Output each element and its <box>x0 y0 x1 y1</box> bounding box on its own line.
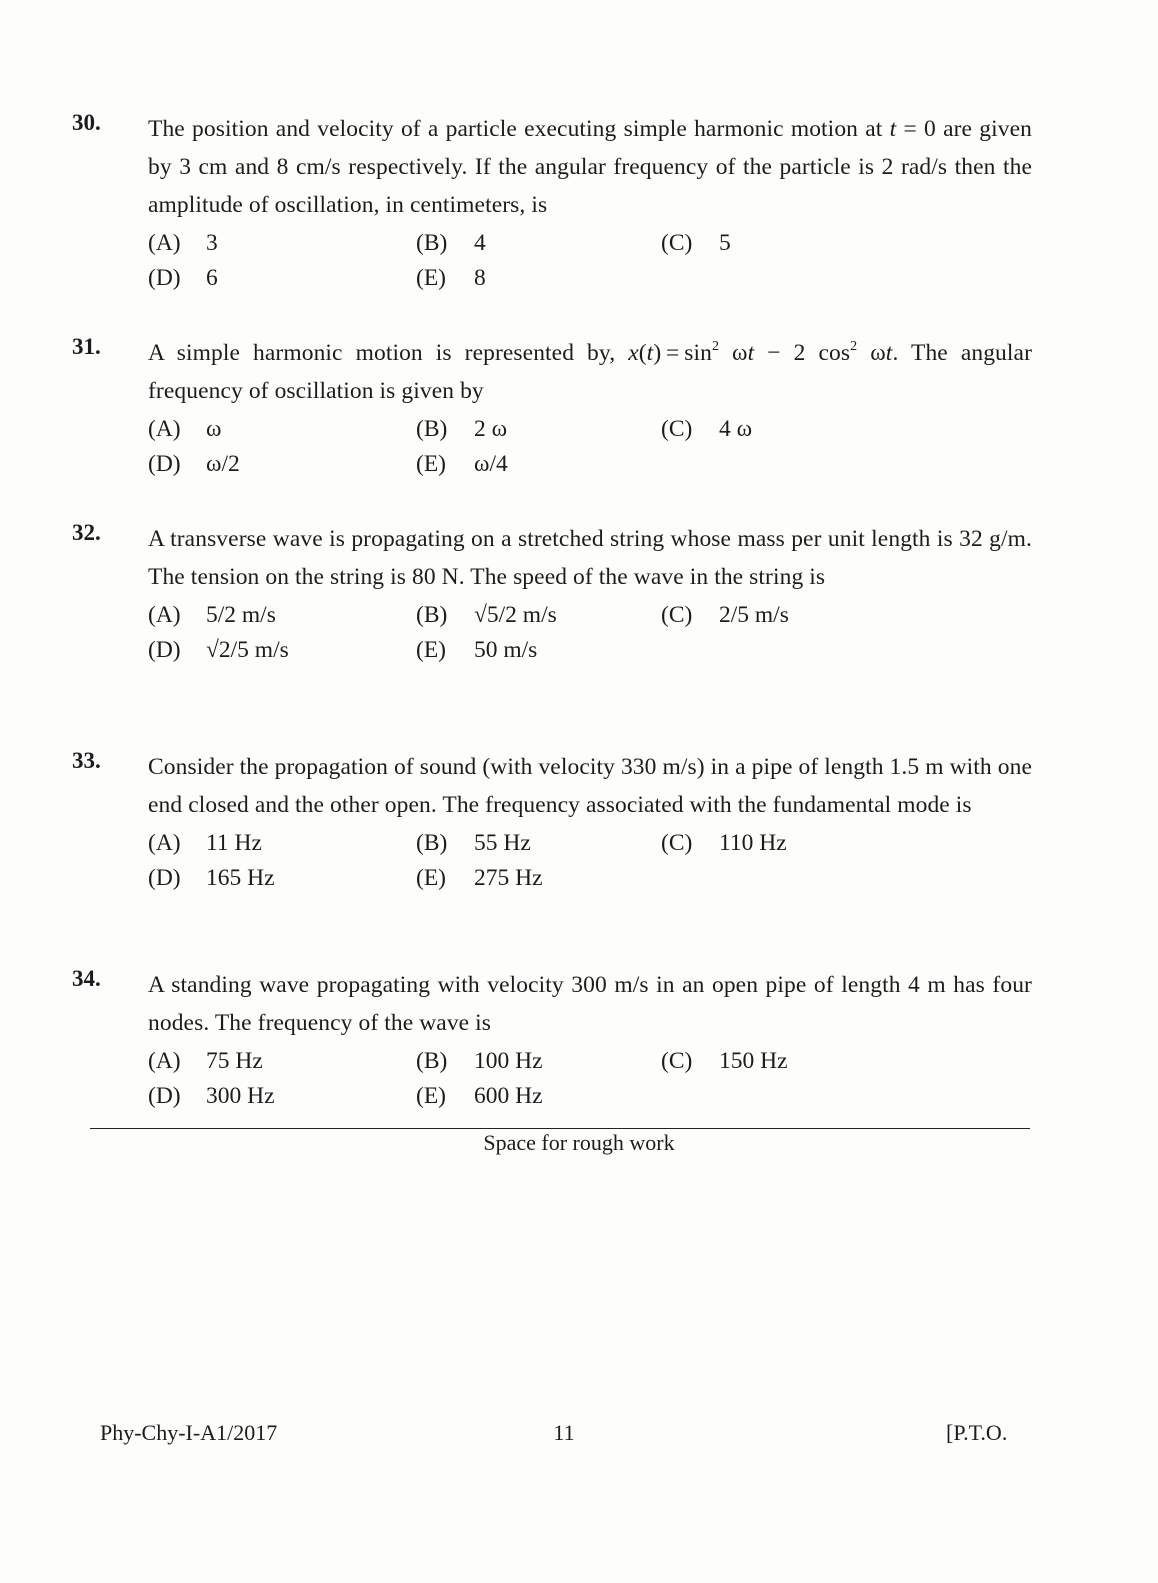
option-b: (B) 100 Hz <box>416 1048 543 1074</box>
question-text: The position and velocity of a particle executing simple harmonic motion at t = 0 are given by 3 cm and 8 cm/s respectively. If the angular frequency of the particle is 2 rad/s then the amplitude of oscillation, in centimeters, is <box>148 116 1032 218</box>
question-text: A simple harmonic motion is represented by, $x(t) = \sin^2 \omega t - 2$ $\cos^2 \omega t$. The angular frequency of oscillation is given by <box>148 339 1032 404</box>
question-33 <box>72 748 1032 896</box>
question-number: 30. <box>72 110 101 135</box>
options-grid <box>148 1044 1032 1114</box>
paper-code: Phy-Chy-I-A1/2017 <box>100 1420 278 1445</box>
question-text: A transverse wave is propagating on a stretched string whose mass per unit length is 32 g/m. The tension on the string is 80 N. The speed of the wave in the string is <box>148 526 1032 590</box>
question-34 <box>72 966 1032 1114</box>
option-a: (A) 75 Hz <box>148 1048 263 1074</box>
option-c: (C) 5 <box>661 230 731 256</box>
option-d: (D) ω/2 <box>148 451 240 477</box>
question-32 <box>72 520 1032 668</box>
option-a: (A) 5/2 m/s <box>148 602 276 628</box>
question-number: 31. <box>72 334 101 359</box>
question-number: 33. <box>72 748 101 773</box>
option-a: (A) 11 Hz <box>148 830 262 856</box>
option-e: (E) 275 Hz <box>416 865 543 891</box>
question-number: 34. <box>72 966 101 991</box>
option-b: (B) 2 ω <box>416 416 508 442</box>
pto-marker: [P.T.O. <box>946 1420 1008 1445</box>
question-30 <box>72 110 1032 296</box>
option-d: (D) 300 Hz <box>148 1083 275 1109</box>
options-grid <box>148 226 1032 296</box>
page-number: 11 <box>553 1420 575 1445</box>
option-c: (C) 4 ω <box>661 416 753 442</box>
options-grid <box>148 598 1032 668</box>
option-c: (C) 2/5 m/s <box>661 602 789 628</box>
option-d: (D) 165 Hz <box>148 865 275 891</box>
option-b: (B) 55 Hz <box>416 830 531 856</box>
option-d: (D) √2/5 m/s <box>148 637 289 663</box>
option-c: (C) 110 Hz <box>661 830 787 856</box>
question-31 <box>72 334 1032 482</box>
question-text: Consider the propagation of sound (with velocity 330 m/s) in a pipe of length 1.5 m with one end closed and the other open. The frequency associated with the fundamental mode is <box>148 754 1032 818</box>
option-b: (B) 4 <box>416 230 486 256</box>
options-grid <box>148 412 1032 482</box>
rough-work-label: Space for rough work <box>483 1130 675 1155</box>
option-a: (A) 3 <box>148 230 218 256</box>
options-grid <box>148 826 1032 896</box>
option-e: (E) 8 <box>416 265 486 291</box>
option-b: (B) √5/2 m/s <box>416 602 557 628</box>
option-e: (E) 50 m/s <box>416 637 538 663</box>
option-c: (C) 150 Hz <box>661 1048 788 1074</box>
option-e: (E) 600 Hz <box>416 1083 543 1109</box>
option-d: (D) 6 <box>148 265 218 291</box>
option-a: (A) ω <box>148 416 222 442</box>
question-text: A standing wave propagating with velocity 300 m/s in an open pipe of length 4 m has four nodes. The frequency of the wave is <box>148 972 1032 1036</box>
option-e: (E) ω/4 <box>416 451 508 477</box>
question-number: 32. <box>72 520 101 545</box>
